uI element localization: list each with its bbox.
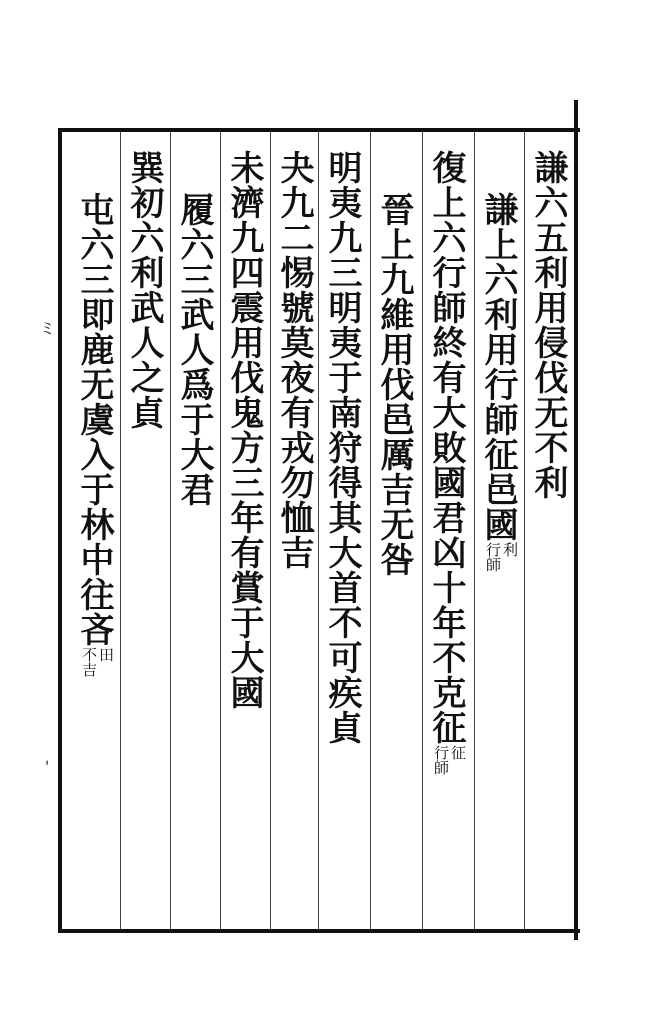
column-text: 屯六三即鹿无虞入于林中往吝 bbox=[74, 192, 114, 647]
column-rule bbox=[120, 132, 121, 929]
text-column-7 bbox=[224, 150, 264, 710]
text-column-4 bbox=[374, 150, 414, 577]
column-rule bbox=[270, 132, 271, 929]
column-rule bbox=[524, 132, 525, 929]
column-text: 復上六行師終有大敗國君凶十年不克征 bbox=[426, 150, 466, 745]
column-text: 未濟九四震用伐鬼方三年有賞于大國 bbox=[224, 150, 264, 710]
text-column-6 bbox=[274, 150, 314, 570]
text-column-2 bbox=[478, 150, 518, 572]
interlinear-note bbox=[80, 647, 114, 677]
text-column-1 bbox=[528, 150, 568, 500]
edge-glyphs-top: ミ bbox=[37, 320, 56, 338]
note-right: 田 bbox=[97, 647, 115, 662]
column-rule bbox=[474, 132, 475, 929]
text-column-5 bbox=[322, 150, 362, 745]
note-left: 不吉 bbox=[80, 647, 98, 677]
text-column-10 bbox=[74, 150, 114, 677]
interlinear-note bbox=[484, 542, 518, 572]
column-text: 謙上六利用行師征邑國 bbox=[478, 192, 518, 542]
frame-right-border bbox=[574, 100, 578, 940]
note-left: 行師 bbox=[432, 745, 450, 775]
text-column-3 bbox=[426, 150, 466, 775]
column-text: 夬九二惕號莫夜有戎勿恤吉 bbox=[274, 150, 314, 570]
note-left: 行師 bbox=[484, 542, 502, 572]
column-text: 巽初六利武人之貞 bbox=[124, 150, 164, 430]
column-rule bbox=[370, 132, 371, 929]
column-rule bbox=[422, 132, 423, 929]
column-rule bbox=[318, 132, 319, 929]
text-column-8 bbox=[174, 150, 214, 507]
column-rule bbox=[170, 132, 171, 929]
edge-glyphs-bottom: - bbox=[39, 760, 58, 768]
column-text: 明夷九三明夷于南狩得其大首不可疾貞 bbox=[322, 150, 362, 745]
column-text: 履六三武人爲于大君 bbox=[174, 192, 214, 507]
interlinear-note bbox=[432, 745, 466, 775]
column-text: 晉上九維用伐邑厲吉无咎 bbox=[374, 192, 414, 577]
note-right: 利 bbox=[501, 542, 519, 557]
text-column-9 bbox=[124, 150, 164, 430]
column-text: 謙六五利用侵伐无不利 bbox=[528, 150, 568, 500]
note-right: 征 bbox=[449, 745, 467, 760]
column-rule bbox=[220, 132, 221, 929]
